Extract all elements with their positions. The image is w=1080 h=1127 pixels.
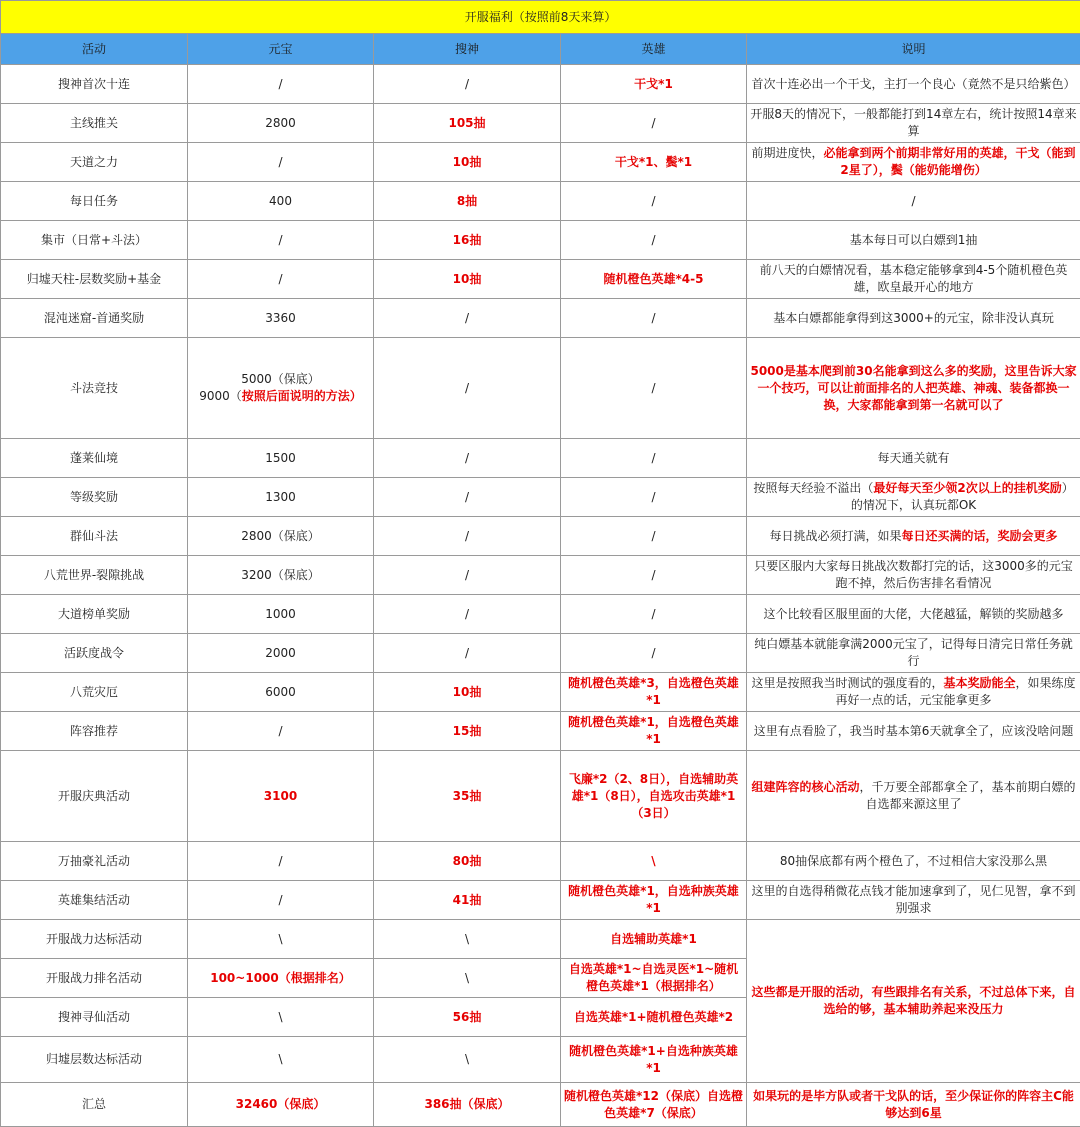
cell-note bbox=[747, 143, 1080, 182]
note-text: 每日挑战必须打满，如果 bbox=[770, 529, 902, 543]
table-row bbox=[1, 299, 1080, 338]
merged-note: 这些都是开服的活动，有些跟排名有关系，不过总体下来，自选给的够，基本辅助养起来没压力 bbox=[747, 920, 1080, 1083]
cell-hero: 随机橙色英雄*3，自选橙色英雄*1 bbox=[561, 673, 747, 712]
note-text: ，千万要全部都拿全了，基本前期白嫖的自选都来源这里了 bbox=[860, 780, 1076, 811]
cell-soushen: 56抽 bbox=[374, 998, 561, 1037]
cell-yuanbao: 32460（保底） bbox=[188, 1083, 374, 1127]
header-row bbox=[1, 34, 1080, 65]
cell-activity: 集市（日常+斗法） bbox=[1, 221, 188, 260]
note-text: ）的情况下，认真玩都OK bbox=[851, 481, 1074, 512]
cell-note bbox=[747, 751, 1080, 842]
table-row bbox=[1, 221, 1080, 260]
cell-yuanbao: / bbox=[188, 842, 374, 881]
cell-note: 5000是基本爬到前30名能拿到这么多的奖励，这里告诉大家一个技巧，可以让前面排名的人把英雄、神魂、装备都换一换，大家都能拿到第一名就可以了 bbox=[747, 338, 1080, 439]
cell-soushen: \ bbox=[374, 920, 561, 959]
cell-hero: / bbox=[561, 338, 747, 439]
cell-hero: / bbox=[561, 299, 747, 338]
cell-yuanbao: 3200（保底） bbox=[188, 556, 374, 595]
cell-yuanbao: / bbox=[188, 143, 374, 182]
cell-yuanbao bbox=[188, 338, 374, 439]
header-activity: 活动 bbox=[1, 34, 188, 65]
cell-note: 80抽保底都有两个橙色了，不过相信大家没那么黑 bbox=[747, 842, 1080, 881]
table-row bbox=[1, 260, 1080, 299]
cell-note bbox=[747, 517, 1080, 556]
cell-note: 这里的自选得稍微花点钱才能加速拿到了，见仁见智，拿不到别强求 bbox=[747, 881, 1080, 920]
cell-yuanbao: 1300 bbox=[188, 478, 374, 517]
cell-soushen: \ bbox=[374, 959, 561, 998]
cell-activity: 大道榜单奖励 bbox=[1, 595, 188, 634]
cell-activity: 混沌迷窟-首通奖励 bbox=[1, 299, 188, 338]
cell-soushen: 10抽 bbox=[374, 143, 561, 182]
note-highlight: 必能拿到两个前期非常好用的英雄，干戈（能到2星了），鬓（能奶能增伤） bbox=[824, 146, 1076, 177]
table-row bbox=[1, 881, 1080, 920]
table-row bbox=[1, 842, 1080, 881]
cell-soushen: 16抽 bbox=[374, 221, 561, 260]
cell-soushen: 105抽 bbox=[374, 104, 561, 143]
cell-hero: 飞廉*2（2、8日），自选辅助英雄*1（8日），自选攻击英雄*1（3日） bbox=[561, 751, 747, 842]
cell-hero: / bbox=[561, 595, 747, 634]
cell-hero: 随机橙色英雄*1，自选种族英雄*1 bbox=[561, 881, 747, 920]
cell-activity: 八荒灾厄 bbox=[1, 673, 188, 712]
cell-note bbox=[747, 673, 1080, 712]
cell-yuanbao: 2800（保底） bbox=[188, 517, 374, 556]
cell-activity: 万抽豪礼活动 bbox=[1, 842, 188, 881]
cell-soushen: 386抽（保底） bbox=[374, 1083, 561, 1127]
table-row bbox=[1, 143, 1080, 182]
cell-yuanbao: / bbox=[188, 881, 374, 920]
cell-hero: 随机橙色英雄*4-5 bbox=[561, 260, 747, 299]
table-row bbox=[1, 104, 1080, 143]
cell-hero: / bbox=[561, 221, 747, 260]
cell-hero: / bbox=[561, 439, 747, 478]
cell-note: 这里有点看脸了，我当时基本第6天就拿全了，应该没啥问题 bbox=[747, 712, 1080, 751]
cell-note: 纯白嫖基本就能拿满2000元宝了，记得每日清完日常任务就行 bbox=[747, 634, 1080, 673]
cell-yuanbao: / bbox=[188, 712, 374, 751]
cell-note bbox=[747, 478, 1080, 517]
cell-note: 首次十连必出一个干戈，主打一个良心（竟然不是只给紫色） bbox=[747, 65, 1080, 104]
cell-yuanbao: 3360 bbox=[188, 299, 374, 338]
cell-note: / bbox=[747, 182, 1080, 221]
cell-activity: 八荒世界-裂隙挑战 bbox=[1, 556, 188, 595]
note-text: 这里是按照我当时测试的强度看的， bbox=[752, 676, 944, 690]
cell-yuanbao: \ bbox=[188, 998, 374, 1037]
header-hero: 英雄 bbox=[561, 34, 747, 65]
note-highlight: 最好每天至少领2次以上的挂机奖励 bbox=[873, 481, 1061, 495]
cell-soushen: / bbox=[374, 478, 561, 517]
cell-yuanbao: 3100 bbox=[188, 751, 374, 842]
table-row bbox=[1, 595, 1080, 634]
cell-hero: 干戈*1、鬓*1 bbox=[561, 143, 747, 182]
table-row bbox=[1, 712, 1080, 751]
header-yuanbao: 元宝 bbox=[188, 34, 374, 65]
cell-soushen: 35抽 bbox=[374, 751, 561, 842]
summary-row bbox=[1, 1083, 1080, 1127]
cell-activity: 汇总 bbox=[1, 1083, 188, 1127]
cell-hero: / bbox=[561, 478, 747, 517]
cell-soushen: 80抽 bbox=[374, 842, 561, 881]
cell-soushen: / bbox=[374, 65, 561, 104]
note-text: 按照每天经验不溢出（ bbox=[753, 481, 873, 495]
cell-activity: 归墟天柱-层数奖励+基金 bbox=[1, 260, 188, 299]
table-row bbox=[1, 556, 1080, 595]
header-note: 说明 bbox=[747, 34, 1080, 65]
cell-note: 每天通关就有 bbox=[747, 439, 1080, 478]
cell-note: 这个比较看区服里面的大佬，大佬越猛，解锁的奖励越多 bbox=[747, 595, 1080, 634]
cell-hero: / bbox=[561, 182, 747, 221]
cell-note: 只要区服内大家每日挑战次数都打完的话，这3000多的元宝跑不掉，然后伤害排名看情况 bbox=[747, 556, 1080, 595]
table-row bbox=[1, 673, 1080, 712]
cell-soushen: 10抽 bbox=[374, 673, 561, 712]
note-highlight: 基本奖励能全 bbox=[944, 676, 1016, 690]
cell-hero: \ bbox=[561, 842, 747, 881]
cell-activity: 等级奖励 bbox=[1, 478, 188, 517]
cell-activity: 主线推关 bbox=[1, 104, 188, 143]
yuanbao-highlight: 按照后面说明的方法） bbox=[242, 389, 362, 403]
table-row bbox=[1, 439, 1080, 478]
cell-yuanbao: \ bbox=[188, 920, 374, 959]
note-highlight: 组建阵容的核心活动 bbox=[752, 780, 860, 794]
cell-hero: 自选英雄*1~自选灵医*1~随机橙色英雄*1（根据排名） bbox=[561, 959, 747, 998]
cell-hero: / bbox=[561, 517, 747, 556]
cell-note: 基本白嫖都能拿得到这3000+的元宝，除非没认真玩 bbox=[747, 299, 1080, 338]
cell-soushen: / bbox=[374, 634, 561, 673]
cell-yuanbao: 6000 bbox=[188, 673, 374, 712]
cell-soushen: / bbox=[374, 338, 561, 439]
cell-yuanbao: 2000 bbox=[188, 634, 374, 673]
cell-activity: 每日任务 bbox=[1, 182, 188, 221]
cell-activity: 搜神寻仙活动 bbox=[1, 998, 188, 1037]
cell-note: 如果玩的是毕方队或者干戈队的话，至少保证你的阵容主C能够达到6星 bbox=[747, 1083, 1080, 1127]
cell-yuanbao: 1000 bbox=[188, 595, 374, 634]
cell-activity: 开服战力达标活动 bbox=[1, 920, 188, 959]
note-text: ，如果练度再好一点的话，元宝能拿更多 bbox=[836, 676, 1076, 707]
table-row bbox=[1, 751, 1080, 842]
cell-activity: 斗法竞技 bbox=[1, 338, 188, 439]
table-row bbox=[1, 65, 1080, 104]
table-row bbox=[1, 634, 1080, 673]
cell-activity: 阵容推荐 bbox=[1, 712, 188, 751]
yuanbao-line: 5000（保底） bbox=[191, 371, 370, 388]
cell-soushen: 41抽 bbox=[374, 881, 561, 920]
cell-yuanbao: 100~1000（根据排名） bbox=[188, 959, 374, 998]
cell-hero: / bbox=[561, 634, 747, 673]
cell-hero: / bbox=[561, 104, 747, 143]
cell-activity: 归墟层数达标活动 bbox=[1, 1037, 188, 1083]
cell-soushen: \ bbox=[374, 1037, 561, 1083]
cell-hero: / bbox=[561, 556, 747, 595]
cell-yuanbao: 1500 bbox=[188, 439, 374, 478]
cell-activity: 活跃度战令 bbox=[1, 634, 188, 673]
table-row bbox=[1, 920, 1080, 959]
cell-activity: 搜神首次十连 bbox=[1, 65, 188, 104]
cell-hero: 随机橙色英雄*12（保底）自选橙色英雄*7（保底） bbox=[561, 1083, 747, 1127]
cell-hero: 自选英雄*1+随机橙色英雄*2 bbox=[561, 998, 747, 1037]
cell-hero: 自选辅助英雄*1 bbox=[561, 920, 747, 959]
cell-soushen: / bbox=[374, 556, 561, 595]
cell-soushen: / bbox=[374, 439, 561, 478]
cell-activity: 开服庆典活动 bbox=[1, 751, 188, 842]
table-row bbox=[1, 182, 1080, 221]
cell-soushen: 10抽 bbox=[374, 260, 561, 299]
cell-activity: 天道之力 bbox=[1, 143, 188, 182]
table-row bbox=[1, 517, 1080, 556]
cell-note: 前八天的白嫖情况看，基本稳定能够拿到4-5个随机橙色英雄，欧皇最开心的地方 bbox=[747, 260, 1080, 299]
cell-activity: 英雄集结活动 bbox=[1, 881, 188, 920]
cell-yuanbao: \ bbox=[188, 1037, 374, 1083]
cell-activity: 开服战力排名活动 bbox=[1, 959, 188, 998]
cell-soushen: 15抽 bbox=[374, 712, 561, 751]
cell-note: 开服8天的情况下，一般都能打到14章左右，统计按照14章来算 bbox=[747, 104, 1080, 143]
note-text: 前期进度快， bbox=[752, 146, 824, 160]
cell-hero: 随机橙色英雄*1，自选橙色英雄*1 bbox=[561, 712, 747, 751]
sheet-title: 开服福利（按照前8天来算） bbox=[1, 1, 1080, 34]
cell-hero: 随机橙色英雄*1+自选种族英雄*1 bbox=[561, 1037, 747, 1083]
cell-hero: 干戈*1 bbox=[561, 65, 747, 104]
note-highlight: 每日还买满的话，奖励会更多 bbox=[902, 529, 1058, 543]
cell-soushen: 8抽 bbox=[374, 182, 561, 221]
cell-soushen: / bbox=[374, 517, 561, 556]
yuanbao-value: 9000（ bbox=[199, 389, 242, 403]
cell-yuanbao: / bbox=[188, 65, 374, 104]
cell-yuanbao: / bbox=[188, 221, 374, 260]
cell-soushen: / bbox=[374, 595, 561, 634]
cell-activity: 蓬莱仙境 bbox=[1, 439, 188, 478]
cell-note: 基本每日可以白嫖到1抽 bbox=[747, 221, 1080, 260]
cell-yuanbao: 400 bbox=[188, 182, 374, 221]
cell-yuanbao: / bbox=[188, 260, 374, 299]
yuanbao-line bbox=[191, 388, 370, 405]
cell-yuanbao: 2800 bbox=[188, 104, 374, 143]
table-row bbox=[1, 478, 1080, 517]
table-row bbox=[1, 338, 1080, 439]
title-row bbox=[1, 1, 1080, 34]
cell-soushen: / bbox=[374, 299, 561, 338]
cell-activity: 群仙斗法 bbox=[1, 517, 188, 556]
header-soushen: 搜神 bbox=[374, 34, 561, 65]
